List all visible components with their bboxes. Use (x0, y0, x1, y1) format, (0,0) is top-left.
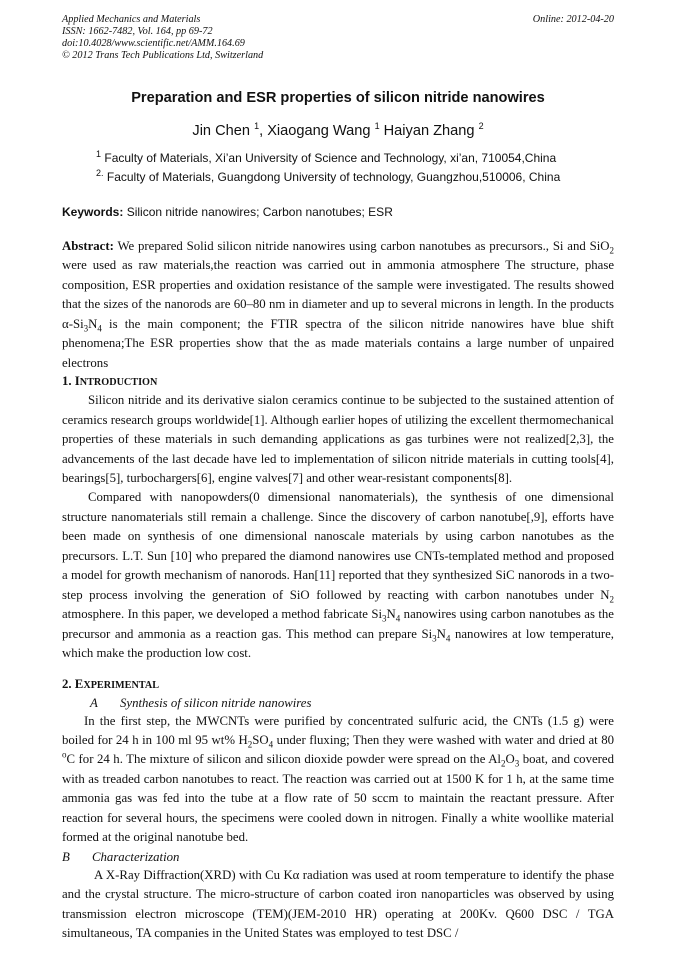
section-number: 2. E (62, 676, 84, 691)
paragraph-text: SO (252, 732, 269, 747)
abstract-text: N (88, 316, 98, 331)
affiliation (62, 168, 614, 187)
subscript: 3 (83, 323, 89, 334)
abstract-text: We prepared Solid silicon nitride nanowires using carbon nanotubes as precursors., Si and SiO (117, 239, 610, 253)
paragraph-text: C for 24 h. The mixture of silicon and silicon dioxide powder were spread on the Al (66, 752, 501, 767)
author-affiliation-mark: 2 (478, 121, 484, 132)
paragraph-text: In the first step, the MWCNTs were purified by concentrated sulfuric acid, the CNTs (1.5 g) were boiled for 24 h in 100 ml 95 wt% H (62, 713, 614, 747)
paragraph-text: O (505, 752, 515, 767)
paragraph-text: boat, and covered with as treaded carbon nanotubes to react. The reaction was carried out at 1500 K for 1 h, at the same time ammonia gas was fed into the tube at a flow rate of 50 sccm to maintain the reactant pressure. After reaction for several hours, the specimens were cooled down in nitrogen. Finally a white woollike material formed at the original nanotube bed. (62, 752, 614, 845)
keywords-text: Silicon nitride nanowires; Carbon nanotubes; ESR (126, 205, 393, 219)
keywords (62, 204, 614, 220)
affiliation-number: 2. (96, 168, 104, 178)
subscript: 4 (97, 323, 102, 334)
subscript: 2 (501, 758, 506, 769)
subscript: 2 (609, 594, 614, 605)
superscript: o (62, 750, 67, 761)
paragraph-text: N (436, 626, 446, 641)
section-heading-introduction (62, 373, 614, 391)
subsection-title: Synthesis of silicon nitride nanowires (120, 695, 312, 710)
author-name: Haiyan Zhang (383, 123, 475, 139)
subscript: 4 (268, 739, 274, 750)
subscript: 4 (445, 633, 451, 644)
author-list: Jin Chen $^1$, Xiaogang Wang $^1$ Haiyan Zhang $^2$ (192, 121, 484, 139)
journal-name: Applied Mechanics and Materials (62, 14, 201, 25)
experimental-paragraph (62, 712, 614, 848)
subscript: 3 (432, 633, 437, 644)
paragraph-text: under fluxing; Then they were washed with water and dried at 80 (273, 732, 614, 747)
section-title: XPERIMENTAL (83, 679, 159, 691)
affiliations (62, 149, 614, 187)
subscript: 4 (395, 613, 401, 624)
subsection-heading-b (62, 848, 614, 866)
abstract-label: Abstract: (62, 239, 114, 253)
keywords-label: Keywords: (62, 205, 124, 219)
subscript: 2 (609, 245, 615, 256)
copyright-line: © 2012 Trans Tech Publications Ltd, Switzerland (62, 50, 264, 61)
paragraph-text: Compared with nanopowders(0 dimensional nanomaterials), the synthesis of one dimensional structure nanomaterials still remain a challenge. Since the discovery of carbon nanotube[,9], efforts have been made on synthesis of one dimensional nanoscale materials by using carbon nanotubes as the precursors. L.T. Sun [10] who prepared the diamond nanowires use CNTs-templated method and proposed a model for growth mechanism of nanorods. Han[11] reported that they synthesized SiC nanorods in a two-step process involving the generation of SiO followed by reacting with carbon nanotubes under N (62, 490, 614, 602)
intro-paragraph: Silicon nitride and its derivative sialon ceramics continue to be subjected to the sustained attention of ceramics research groups worldwide[1]. Although earlier hopes of utilizing the excellent thermomechanical properties of these materials in such demanding applications as gas turbines were not realized[2,3], the advancements of the last decade have led to implementation of silicon nitride materials in cutting tools[4], bearings[5], turbochargers[6], engine valves[7] and other wear-resistant components[8]. (62, 393, 614, 485)
issn-line: ISSN: 1662-7482, Vol. 164, pp 69-72 (62, 26, 213, 37)
journal-header (62, 14, 614, 62)
subscript: 3 (514, 758, 520, 769)
subsection-heading-a (62, 694, 614, 712)
subscript: 3 (382, 613, 387, 624)
spacer (62, 664, 614, 676)
paragraph-text: N (386, 607, 396, 622)
author-affiliation-mark: 1 (374, 121, 380, 132)
subscript: 2 (247, 739, 253, 750)
author-affiliation-mark: 1 (254, 121, 260, 132)
affiliation-number: 1 (96, 149, 102, 159)
section-heading-experimental (62, 676, 614, 694)
paragraph-text: nanowires using carbon nanotubes as the precursor and ammonia as a reaction gas. This method can prepare Si (62, 607, 614, 641)
paper-page (62, 14, 614, 944)
paragraph-text: atmosphere. In this paper, we developed a method fabricate Si (62, 607, 383, 622)
author-name: Xiaogang Wang (267, 123, 371, 139)
subsection-label: B (62, 849, 70, 864)
subsection-title: Characterization (92, 849, 180, 864)
affiliation-text: Faculty of Materials, Xi’an University of Science and Technology, xi’an, 710054,China (104, 151, 557, 165)
abstract-text: is the main component; the FTIR spectra of the silicon nitride nanowires have blue shift phenomena;The ESR properties show that the as made materials contains a large number of unpaired electrons (62, 316, 614, 370)
abstract-text: were used as raw materials,the reaction was carried out in ammonia atmosphere The structure, phase composition, ESR properties and oxidation resistance of the sample were investigated. The results showed that the sizes of the nanorods are 60–80 nm in diameter and up to several microns in length. In the products α-Si (62, 258, 614, 331)
affiliation-text: Faculty of Materials, Guangdong University of technology, Guangzhou,510006, China (106, 170, 561, 184)
characterization-paragraph: A X-Ray Diffraction(XRD) with Cu Kα radiation was used at room temperature to identify the phase and the crystal structure. The micro-structure of carbon coated iron nanoparticles was observed by using transmission electron microscope (TEM)(JEM-2010 HR) operating at 200Kv. Q600 DSC / TGA simultaneous, TA companies in the United States was employed to test DSC / (62, 867, 614, 941)
section-title: NTRODUCTION (79, 377, 158, 389)
paragraph-text: nanowires at low temperature, which make the production low cost. (62, 626, 615, 661)
paper-title: Preparation and ESR properties of silicon nitride nanowires (131, 90, 545, 106)
abstract (62, 237, 614, 373)
intro-paragraph (62, 488, 614, 663)
author-name: Jin Chen (192, 123, 250, 139)
online-date: Online: 2012-04-20 (532, 14, 614, 25)
subsection-label: A (90, 695, 98, 710)
affiliation (62, 149, 614, 168)
section-number: 1. I (62, 374, 80, 389)
doi-line: doi:10.4028/www.scientific.net/AMM.164.69 (62, 38, 245, 49)
